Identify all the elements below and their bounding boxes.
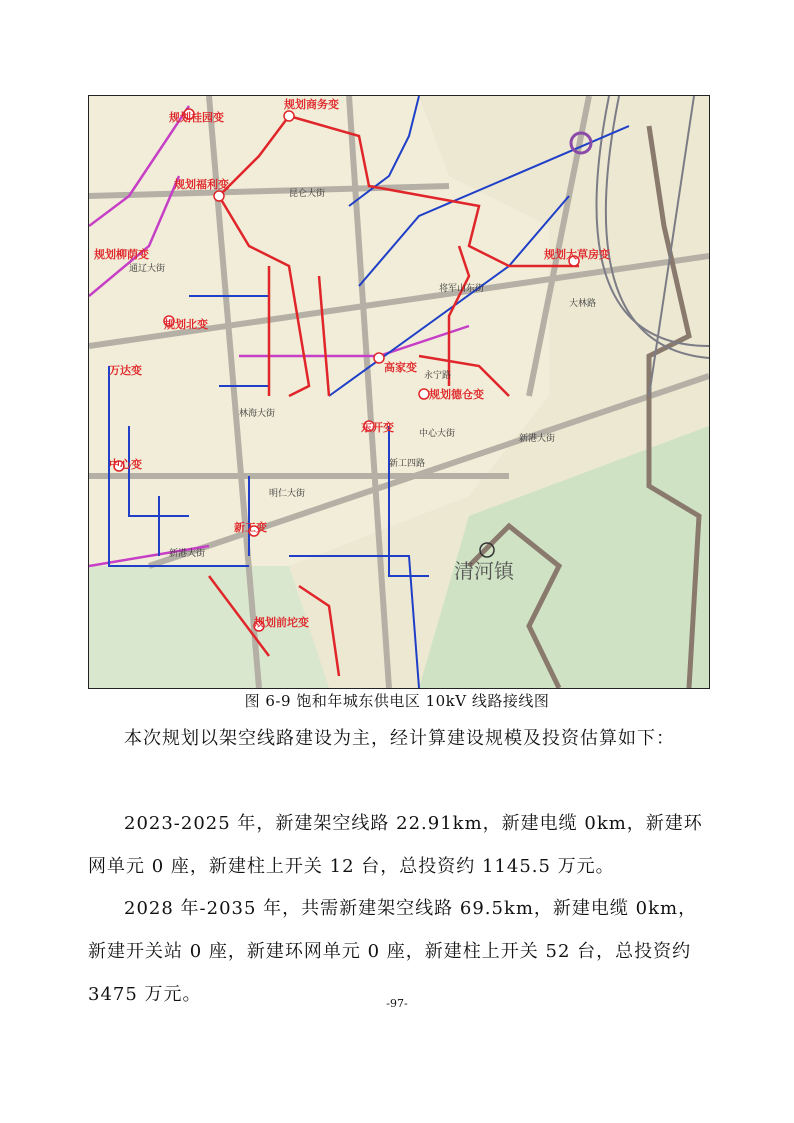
figure-caption: 图 6-9 饱和年城东供电区 10kV 线路接线图: [244, 692, 550, 710]
station-label: 新工变: [234, 521, 267, 534]
street-label: 大林路: [569, 299, 597, 309]
station-label: 规划桂园变: [169, 111, 224, 124]
street-label: 将军山东街: [439, 284, 485, 294]
street-label: 新工四路: [389, 459, 426, 469]
map-canvas: [89, 96, 709, 688]
street-label: 新港大街: [169, 549, 206, 559]
station-label: 东开变: [361, 421, 394, 434]
station-label: 规划柳荫变: [94, 248, 149, 261]
station-label: 规划北变: [164, 318, 208, 331]
urban-area: [89, 96, 549, 566]
station-label: 规划德仓变: [429, 388, 484, 401]
station-label: 规划大草房变: [544, 248, 610, 261]
station-label: 规划前坨变: [254, 616, 309, 629]
station-label: 规划福利变: [174, 178, 229, 191]
street-label: 明仁大街: [269, 489, 306, 499]
station-label: 高家变: [384, 361, 417, 374]
wiring-map: [88, 95, 710, 689]
paragraph: 2023-2025 年，新建架空线路 22.91km，新建电缆 0km，新建环网单元 0 座，新建柱上开关 12 台，总投资约 1145.5 万元。: [88, 813, 703, 877]
station-label: 中心变: [109, 458, 142, 471]
page-number: -97-: [386, 997, 408, 1010]
station-label: 规划商务变: [284, 98, 339, 111]
street-label: 永宁路: [424, 371, 452, 381]
street-label: 新港大街: [519, 434, 556, 444]
station-label: 万达变: [109, 364, 142, 377]
street-label: 林海大街: [239, 409, 276, 419]
street-label: 中心大街: [419, 429, 456, 439]
paragraph: 本次规划以架空线路建设为主，经计算建设规模及投资估算如下：: [124, 728, 675, 749]
paragraph: 2028 年-2035 年，共需新建架空线路 69.5km，新建电缆 0km，新建开关站 0 座，新建环网单元 0 座，新建柱上开关 52 台，总投资约 3475 万元。: [88, 898, 698, 1005]
street-label: 通辽大街: [129, 264, 166, 274]
street-label: 昆仑大街: [289, 189, 326, 199]
town-label: 清河镇: [454, 559, 514, 583]
